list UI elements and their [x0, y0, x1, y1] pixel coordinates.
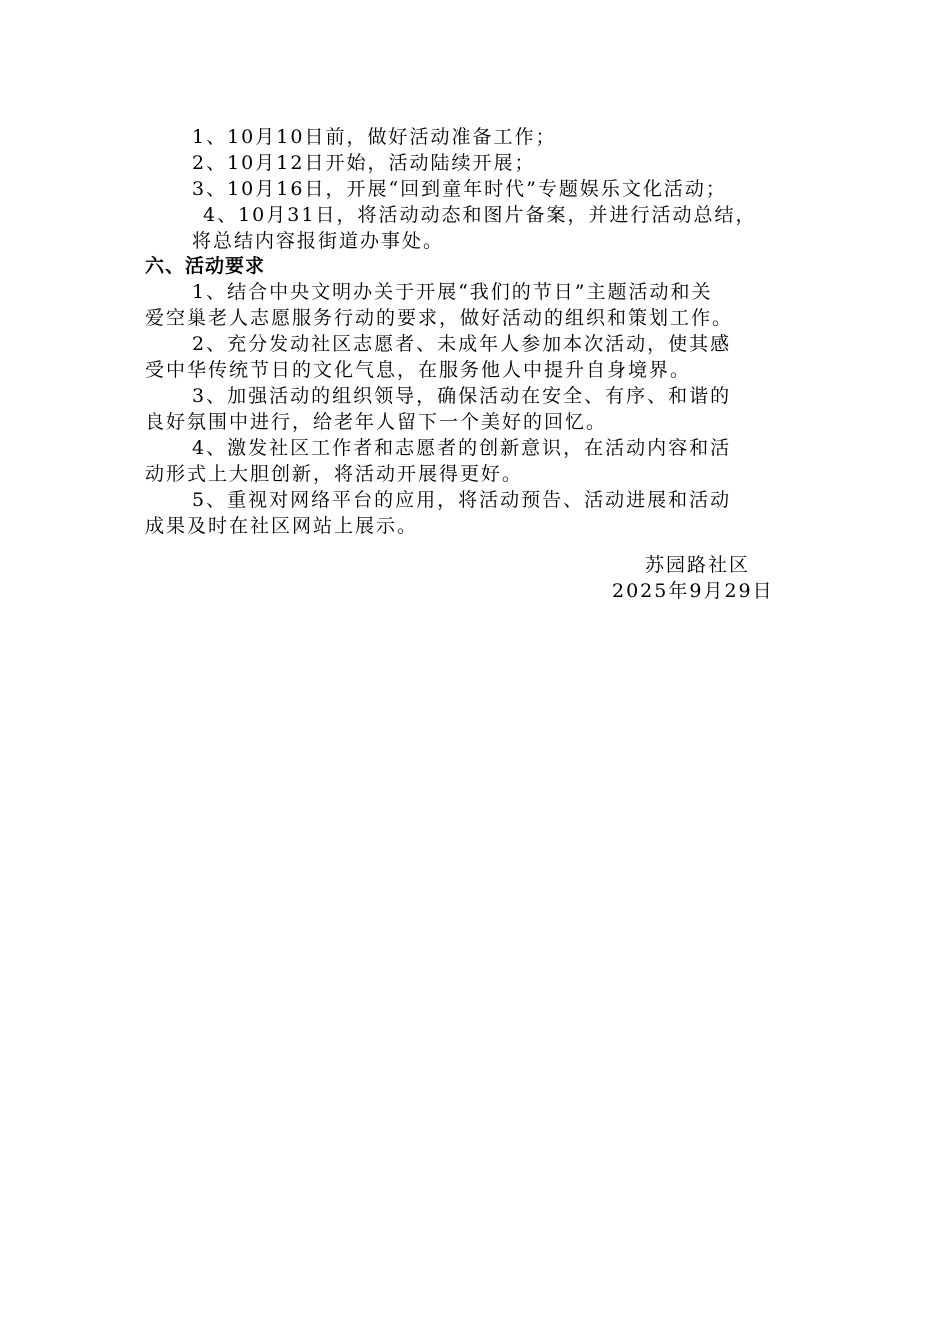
signature-date: 2025年9月29日: [612, 580, 774, 602]
requirement-line: 良好氛围中进行，给老年人留下一个美好的回忆。: [145, 411, 608, 433]
requirement-line: 动形式上大胆创新，将活动开展得更好。: [145, 463, 524, 485]
schedule-item-4-continued: 将总结内容报街道办事处。: [192, 230, 445, 252]
schedule-item-1: 1、10月10日前，做好活动准备工作；: [192, 126, 557, 148]
schedule-item-3: 3、10月16日，开展“回到童年时代”专题娱乐文化活动；: [192, 178, 727, 200]
requirement-line: 2、充分发动社区志愿者、未成年人参加本次活动，使其感: [192, 333, 732, 355]
section-heading-requirements: 六、活动要求: [145, 255, 266, 277]
schedule-item-4: 4、10月31日，将活动动态和图片备案，并进行活动总结，: [203, 204, 757, 226]
schedule-item-2: 2、10月12日开始，活动陆续开展；: [192, 152, 536, 174]
requirement-line: 4、激发社区工作者和志愿者的创新意识，在活动内容和活: [192, 437, 732, 459]
requirement-line: 5、重视对网络平台的应用，将活动预告、活动进展和活动: [192, 489, 732, 511]
signature-organization: 苏园路社区: [645, 554, 751, 576]
requirement-line: 1、结合中央文明办关于开展“我们的节日”主题活动和关: [192, 281, 713, 303]
requirement-line: 爱空巢老人志愿服务行动的要求，做好活动的组织和策划工作。: [145, 307, 734, 329]
requirement-line: 成果及时在社区网站上展示。: [145, 515, 419, 537]
requirement-line: 3、加强活动的组织领导，确保活动在安全、有序、和谐的: [192, 385, 732, 407]
requirement-line: 受中华传统节日的文化气息，在服务他人中提升自身境界。: [145, 359, 692, 381]
